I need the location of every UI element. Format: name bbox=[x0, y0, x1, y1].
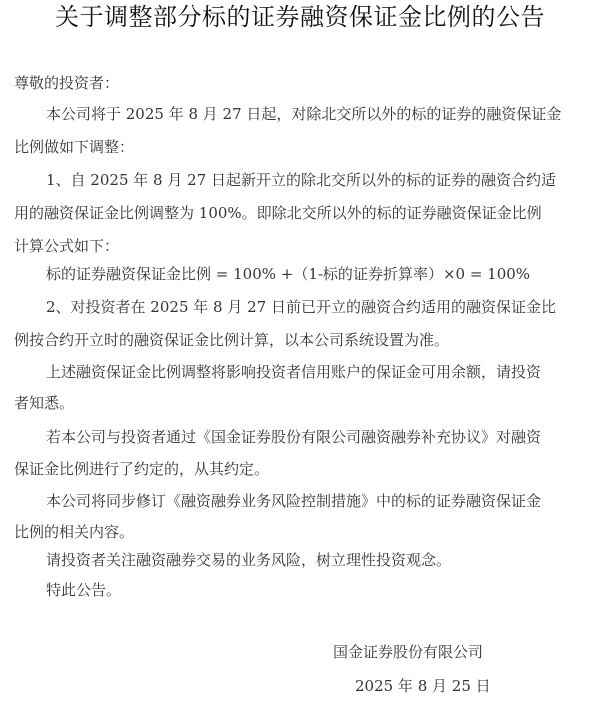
paragraph-line: 请投资者关注融资融券交易的业务风险，树立理性投资观念。 bbox=[46, 551, 452, 569]
paragraph-line: 比例做如下调整： bbox=[14, 138, 135, 156]
paragraph-line: 本公司将于 2025 年 8 月 27 日起，对除北交所以外的标的证券的融资保证金 bbox=[46, 105, 562, 123]
paragraph-line: 用的融资保证金比例调整为 100%。即除北交所以外的标的证券融资保证金比例 bbox=[14, 204, 542, 222]
paragraph-line: 2、对投资者在 2025 年 8 月 27 日前已开立的融资合约适用的融资保证金比 bbox=[46, 298, 556, 316]
paragraph-line: 比例的相关内容。 bbox=[14, 523, 135, 541]
signature-company: 国金证券股份有限公司 bbox=[333, 643, 484, 661]
signature-date: 2025 年 8 月 25 日 bbox=[355, 677, 491, 695]
formula-line: 标的证券融资保证金比例 = 100% +（1-标的证券折算率）×0 = 100% bbox=[46, 265, 531, 283]
paragraph-line: 者知悉。 bbox=[14, 394, 75, 412]
paragraph-line: 若本公司与投资者通过《国金证券股份有限公司融资融券补充协议》对融资 bbox=[46, 428, 542, 446]
paragraph-line: 保证金比例进行了约定的，从其约定。 bbox=[14, 460, 270, 478]
paragraph-line: 1、自 2025 年 8 月 27 日起新开立的除北交所以外的标的证券的融资合约适 bbox=[46, 171, 556, 189]
paragraph-line: 例按合约开立时的融资保证金比例计算，以本公司系统设置为准。 bbox=[14, 331, 450, 349]
closing-line: 特此公告。 bbox=[46, 581, 122, 599]
paragraph-line: 上述融资保证金比例调整将影响投资者信用账户的保证金可用余额，请投资 bbox=[46, 363, 542, 381]
paragraph-line: 本公司将同步修订《融资融券业务风险控制措施》中的标的证券融资保证金 bbox=[46, 492, 542, 510]
paragraph-line: 计算公式如下： bbox=[14, 237, 120, 255]
salutation: 尊敬的投资者： bbox=[14, 74, 120, 92]
document-title: 关于调整部分标的证券融资保证金比例的公告 bbox=[55, 3, 545, 31]
